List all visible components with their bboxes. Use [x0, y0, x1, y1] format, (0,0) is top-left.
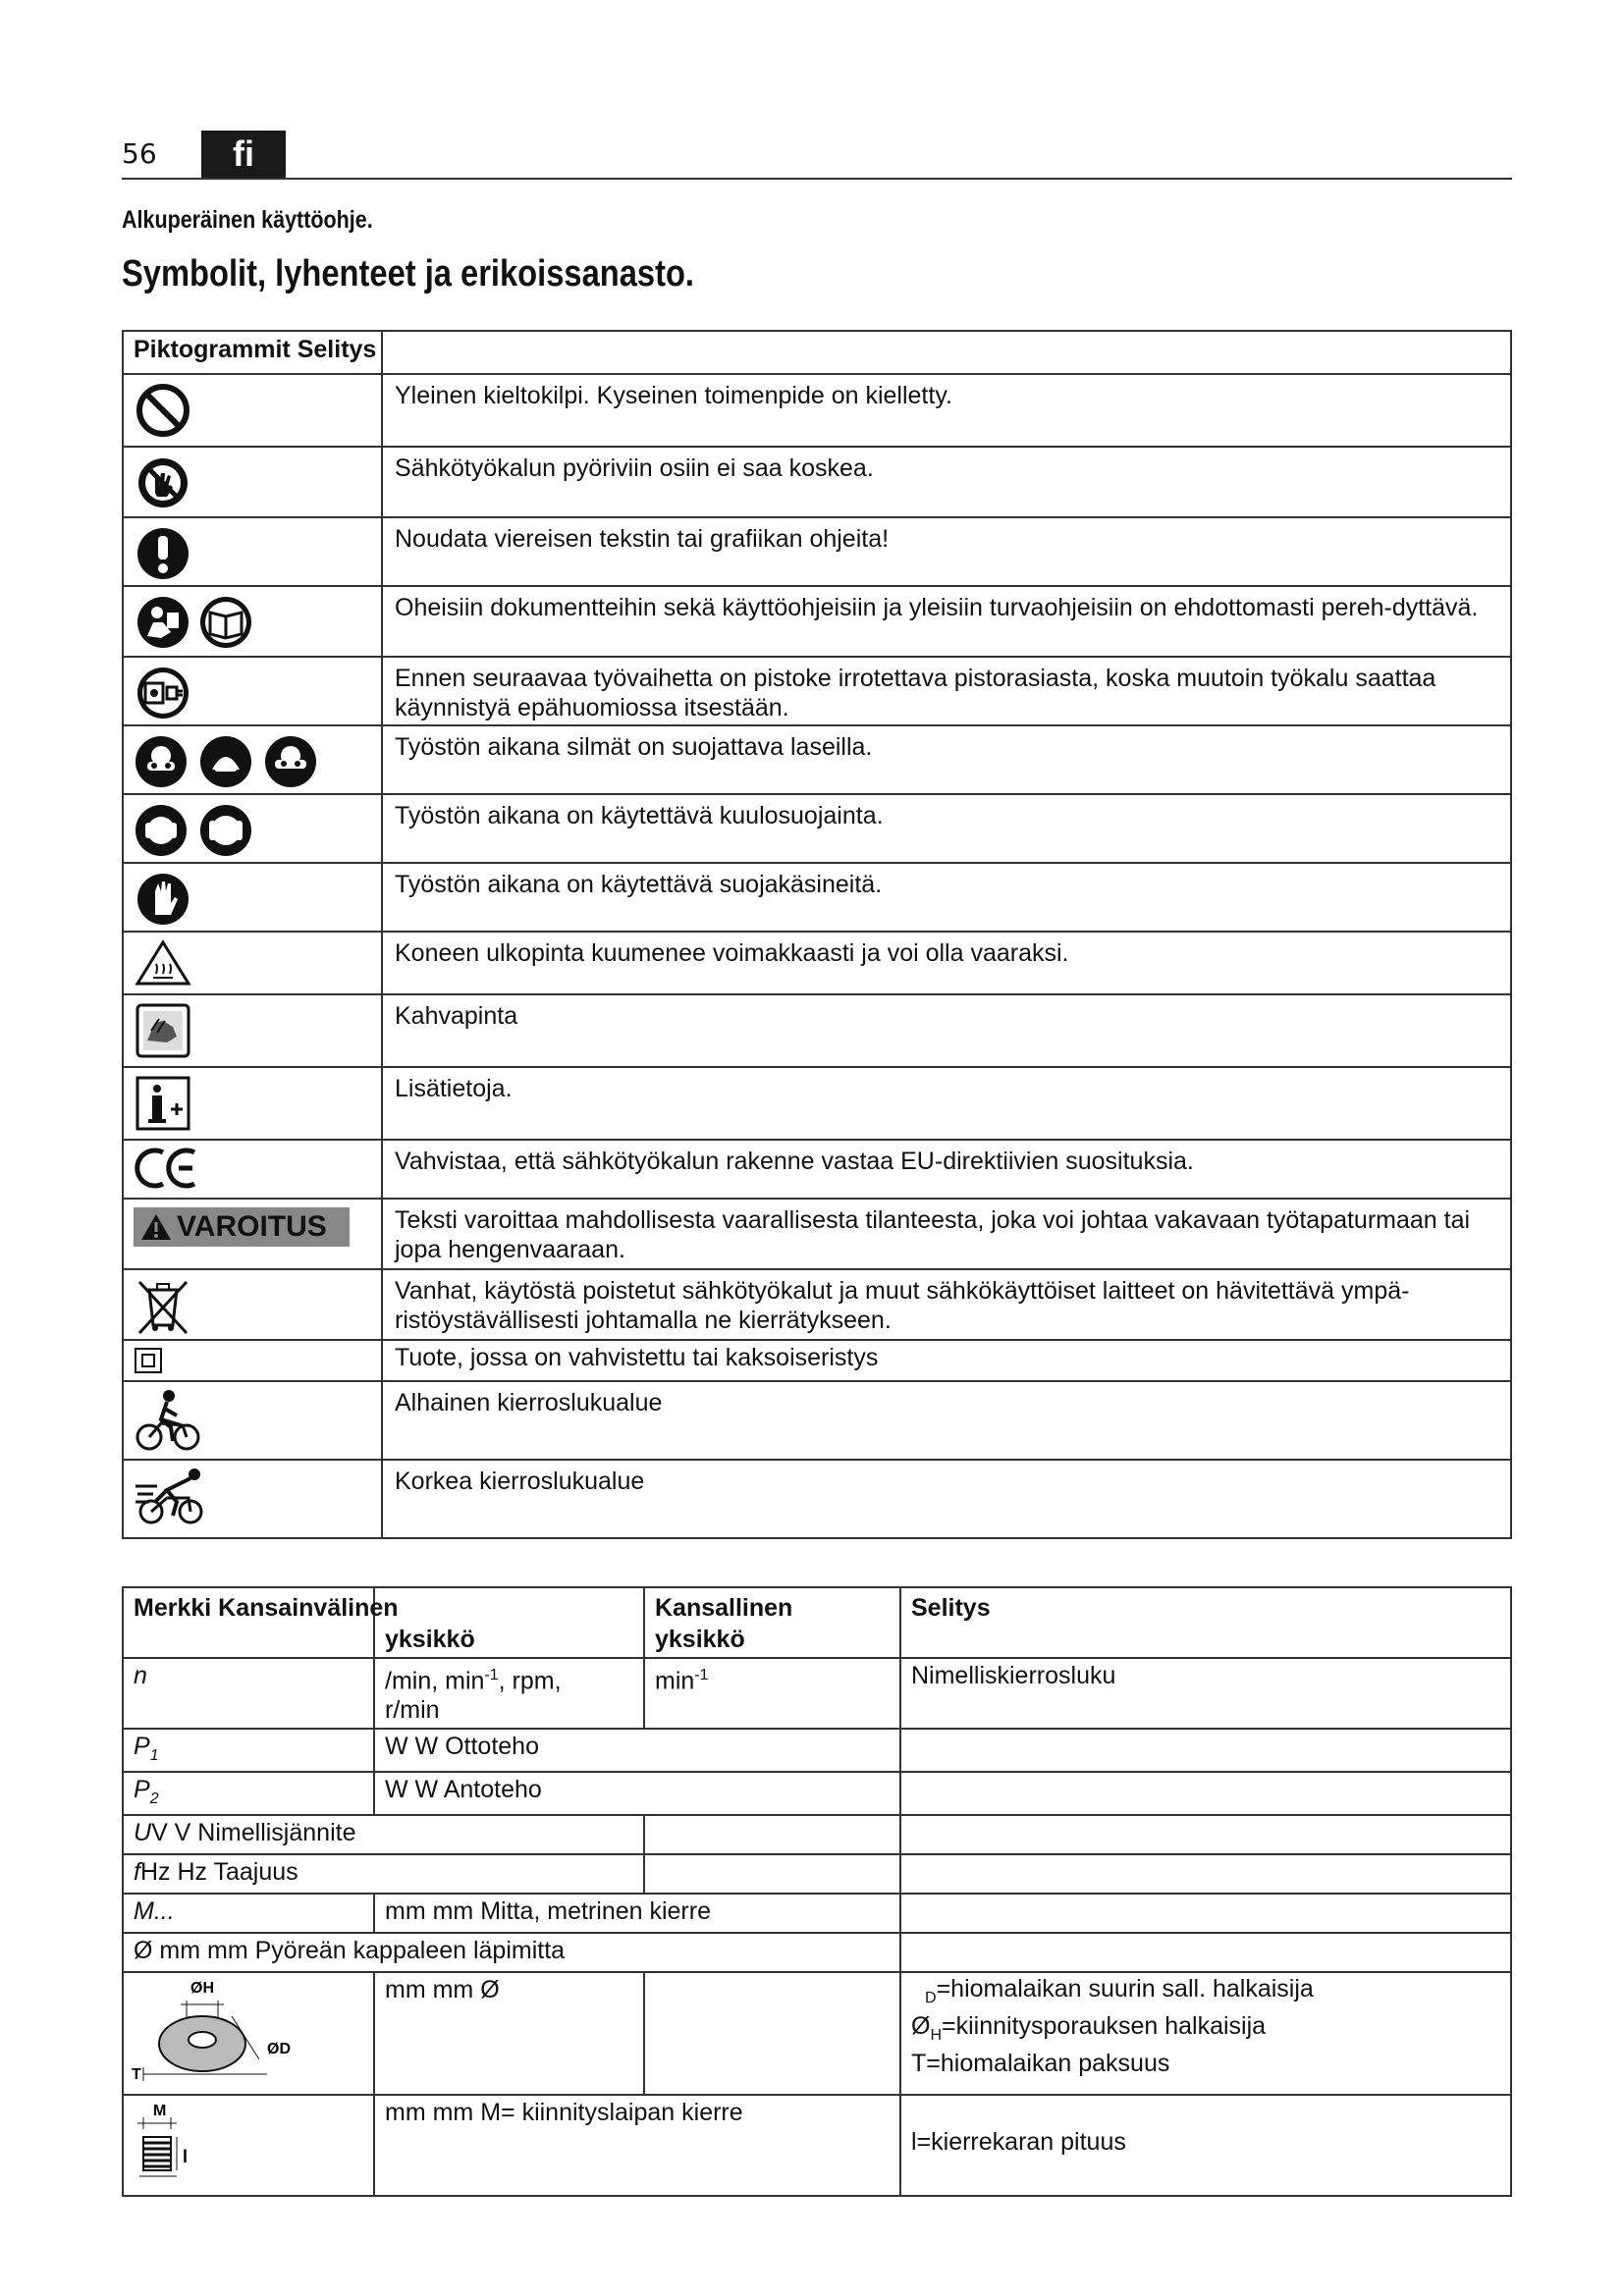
table-row — [123, 517, 1511, 586]
table-row — [123, 863, 1511, 932]
header-kansallinen: Kansallinen — [655, 1594, 793, 1622]
table-row — [123, 1140, 1511, 1199]
table-row — [123, 447, 1511, 517]
header-intl-unit-cell — [374, 1587, 644, 1658]
symbol-n: n — [134, 1662, 147, 1689]
header-yksikko-2: yksikkö — [655, 1626, 745, 1653]
disc-line2-sub: H — [930, 2027, 943, 2044]
table-row — [123, 932, 1511, 994]
table-row — [123, 1815, 1511, 1854]
table-row — [123, 374, 1511, 447]
pictogram-table-header — [123, 331, 1511, 374]
page-number: 56 — [122, 137, 157, 170]
table-row — [123, 1199, 1511, 1269]
row-text: Sähkötyökalun pyöriviin osiin ei saa koskea. — [382, 447, 1511, 517]
table-row — [123, 2095, 1511, 2196]
row-text: Työstön aikana on käytettävä suojakäsineitä. — [382, 863, 1511, 932]
symbol-u: U — [134, 1819, 152, 1846]
document-subtitle: Alkuperäinen käyttöohje. — [122, 206, 373, 234]
row-text: Korkea kierroslukualue — [382, 1460, 1511, 1538]
explanation-n: Nimelliskierrosluku — [911, 1662, 1116, 1689]
disc-line2-prefix: Ø — [911, 2012, 931, 2040]
pictogram-header-cell — [123, 331, 382, 374]
table-row — [123, 1894, 1511, 1933]
unplug-icon — [134, 664, 192, 722]
row-text: Alhainen kierroslukualue — [382, 1381, 1511, 1460]
table-row — [123, 1854, 1511, 1894]
table-row — [123, 1729, 1511, 1772]
header-rule — [122, 178, 1512, 180]
table-row — [123, 1381, 1511, 1460]
table-row — [123, 1460, 1511, 1538]
row-text: Noudata viereisen tekstin tai grafiikan ohjeita! — [382, 517, 1511, 586]
table-row — [123, 1658, 1511, 1729]
row-text: Koneen ulkopinta kuumenee voimakkaasti ja voi olla vaaraksi. — [382, 932, 1511, 994]
low-speed-icon — [134, 1388, 202, 1453]
header-explanation-cell — [900, 1587, 1511, 1658]
grinding-disc-diagram — [130, 1977, 297, 2087]
row-text: Tuote, jossa on vahvistettu tai kaksoiseristys — [382, 1340, 1511, 1381]
table-row — [123, 1972, 1511, 2095]
diagram-label-m: M — [153, 2103, 167, 2119]
language-badge: fi — [201, 131, 286, 178]
intl-unit-n-rest: , rpm, — [498, 1667, 562, 1695]
read-manual-icon — [134, 593, 261, 652]
header-national-unit-cell — [644, 1587, 900, 1658]
header-selitys: Selitys — [297, 336, 377, 363]
intl-unit-n: /min, min — [385, 1667, 485, 1695]
disc-line1: =hiomalaikan suurin sall. halkaisija — [936, 1975, 1314, 2002]
grip-surface-icon — [134, 1001, 192, 1060]
disc-line2: =kiinnitysporauksen halkaisija — [942, 2012, 1267, 2040]
row-diameter-text: Ø mm mm Pyöreän kappaleen läpimitta — [134, 1937, 566, 1964]
header-selitys-2: Selitys — [911, 1594, 991, 1622]
warning-label-text: VAROITUS — [177, 1210, 327, 1243]
info-icon — [134, 1074, 192, 1133]
ear-protection-icon — [134, 801, 261, 860]
row-p1-text: W W Ottoteho — [385, 1733, 539, 1760]
row-text: Lisätietoja. — [382, 1067, 1511, 1140]
pictogram-table — [122, 330, 1512, 1539]
national-unit-n: min — [655, 1667, 695, 1695]
mandatory-instruction-icon — [134, 524, 192, 583]
row-text: Vahvistaa, että sähkötyökalun rakenne vastaa EU-direktiivien suosituksia. — [382, 1140, 1511, 1199]
thread-diagram — [130, 2100, 218, 2188]
disc-units: mm mm Ø — [385, 1976, 500, 2003]
table-row — [123, 1340, 1511, 1381]
row-text: Työstön aikana silmät on suojattava laseilla. — [382, 725, 1511, 794]
table-row — [123, 1269, 1511, 1340]
symbol-p1: P — [134, 1733, 150, 1760]
header-symbol-cell — [123, 1587, 399, 1658]
table-row — [123, 1933, 1511, 1972]
thread-units: mm mm M= kiinnityslaipan kierre — [385, 2099, 743, 2126]
symbol-f: f — [134, 1858, 140, 1886]
table-row — [123, 1067, 1511, 1140]
units-table-header — [123, 1587, 1511, 1658]
header-piktogrammit: Piktogrammit — [134, 336, 291, 363]
diagram-label-od: ØD — [267, 2041, 291, 2057]
thread-explanation: l=kierrekaran pituus — [911, 2128, 1126, 2156]
row-m-text: mm mm Mitta, metrinen kierre — [385, 1897, 711, 1925]
ce-mark-icon — [134, 1147, 202, 1190]
units-table — [122, 1586, 1512, 2197]
intl-unit-n-line2: r/min — [385, 1696, 440, 1725]
row-text: Kahvapinta — [382, 994, 1511, 1067]
diagram-label-oh: ØH — [190, 1980, 214, 1997]
warning-label-icon — [134, 1207, 350, 1247]
header-kansainvalinen: Kansainvälinen — [218, 1594, 399, 1622]
table-row — [123, 794, 1511, 863]
diagram-label-l: l — [183, 2147, 189, 2166]
national-unit-n-sup: -1 — [694, 1667, 709, 1683]
row-text: Oheisiin dokumentteihin sekä käyttöohjeisiin ja yleisiin turvaohjeisiin on ehdottomasti pereh-dyttävä. — [382, 586, 1511, 657]
weee-bin-icon — [134, 1276, 192, 1335]
symbol-p1-sub: 1 — [149, 1747, 159, 1764]
table-row — [123, 657, 1511, 725]
disc-line3: T=hiomalaikan paksuus — [911, 2050, 1170, 2077]
prohibition-icon — [134, 381, 192, 440]
gloves-icon — [134, 870, 192, 929]
do-not-touch-icon — [134, 454, 192, 512]
row-text: Työstön aikana on käytettävä kuulosuojainta. — [382, 794, 1511, 863]
row-text: Ennen seuraavaa työvaihetta on pistoke irrotettava pistorasiasta, koska muutoin työkalu saattaa käynnistyä epähuomiossa itsestään. — [382, 657, 1511, 725]
hot-surface-icon — [134, 938, 192, 988]
table-row — [123, 1772, 1511, 1815]
row-text: Yleinen kieltokilpi. Kyseinen toimenpide on kielletty. — [382, 374, 1511, 447]
page-title: Symbolit, lyhenteet ja erikoissanasto. — [122, 253, 694, 294]
row-text: Teksti varoittaa mahdollisesta vaarallisesta tilanteesta, joka voi johtaa vakavaan työtapaturmaan tai jopa hengenvaaraan. — [382, 1199, 1511, 1269]
table-row — [123, 994, 1511, 1067]
row-u-text: V V Nimellisjännite — [151, 1819, 356, 1846]
symbol-p2-sub: 2 — [149, 1790, 159, 1807]
intl-unit-n-sup: -1 — [484, 1667, 499, 1683]
diagram-label-t: T — [132, 2066, 141, 2083]
row-f-text: Hz Hz Taajuus — [139, 1858, 298, 1886]
row-text: Vanhat, käytöstä poistetut sähkötyökalut ja muut sähkökäyttöiset laitteet on hävitettävä ympä-ristöystävällisesti johtamalla ne kierrätykseen. — [382, 1269, 1511, 1340]
table-row — [123, 725, 1511, 794]
eye-protection-icon — [134, 732, 320, 791]
symbol-m: M... — [134, 1897, 175, 1925]
disc-line1-sub: D — [925, 1990, 937, 2006]
table-row — [123, 586, 1511, 657]
double-insulation-icon — [134, 1347, 163, 1374]
header-yksikko: yksikkö — [385, 1626, 475, 1653]
symbol-p2: P — [134, 1776, 150, 1803]
row-p2-text: W W Antoteho — [385, 1776, 542, 1803]
high-speed-icon — [134, 1467, 212, 1525]
header-merkki: Merkki — [134, 1594, 212, 1622]
pictogram-header-empty — [382, 331, 1511, 374]
